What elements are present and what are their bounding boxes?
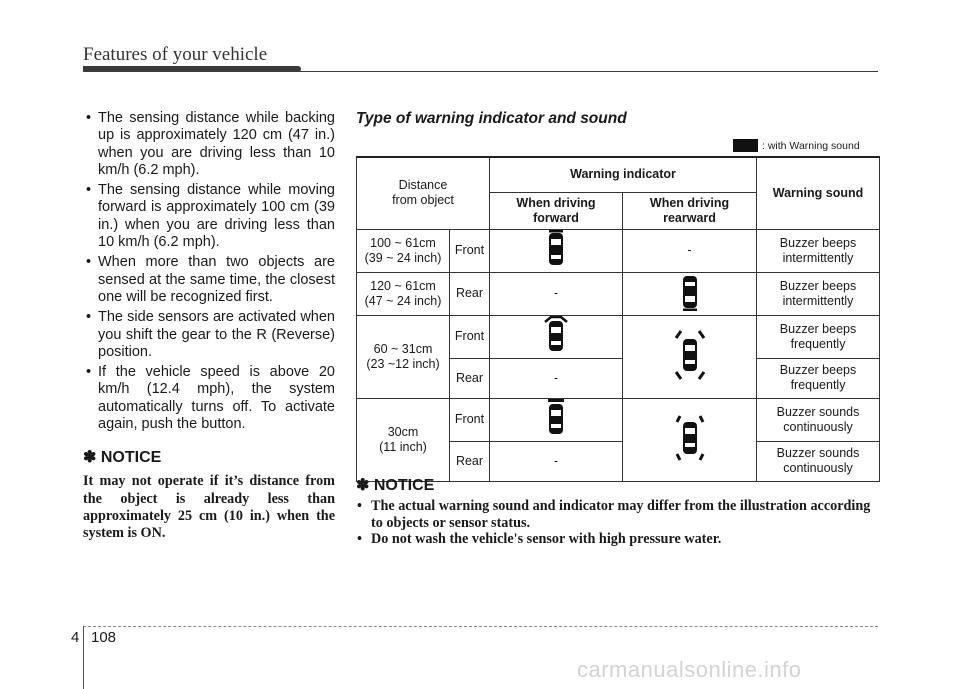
distance-cell: 60 ~ 31cm (23 ~12 inch) <box>357 315 450 398</box>
sensing-bullets <box>83 110 335 433</box>
car-front-indicator-icon <box>544 230 568 268</box>
legend-label: : with Warning sound <box>762 139 860 152</box>
forward-indicator-cell <box>490 398 623 441</box>
header-forward: When driving forward <box>490 192 623 229</box>
car-all-corners-indicator-icon <box>674 329 706 381</box>
bullet-item: • The sensing distance while backing up is approximately 120 cm (47 in.) when you are driving less than 10 km/h (6.2 mph). <box>83 110 335 179</box>
notice-list <box>356 498 879 548</box>
notice-heading: ✽ NOTICE <box>356 477 435 494</box>
page-number: 108 <box>91 629 117 646</box>
sound-cell: Buzzer beeps intermittently <box>757 229 880 272</box>
bullet-item: • The sensing distance while moving forward is approximately 100 cm (39 in.) when you are driving less than 10 km/h (6.2 mph). <box>83 182 335 251</box>
position-cell: Rear <box>450 272 490 315</box>
header-rearward: When driving rearward <box>623 192 757 229</box>
car-close-corners-indicator-icon <box>674 412 706 464</box>
forward-indicator-cell: - <box>490 358 623 398</box>
notice-heading: ✽ NOTICE <box>83 449 162 467</box>
sound-cell: Buzzer beeps frequently <box>757 315 880 358</box>
header-rule <box>83 71 878 72</box>
notice-text: It may not operate if it’s distance from the object is already less than approximately 25 cm (10 in.) when the system is ON. <box>83 473 335 542</box>
car-front-corner-indicator-icon <box>542 316 570 354</box>
distance-cell: 30cm (11 inch) <box>357 398 450 481</box>
page-header-title: Features of your vehicle <box>83 44 268 65</box>
section-title: Type of warning indicator and sound <box>356 110 627 127</box>
distance-cell: 100 ~ 61cm (39 ~ 24 inch) <box>357 229 450 272</box>
sound-cell: Buzzer beeps intermittently <box>757 272 880 315</box>
bullet-item: • The side sensors are activated when you shift the gear to the R (Reverse) position. <box>83 309 335 361</box>
position-cell: Rear <box>450 358 490 398</box>
car-front-close-indicator-icon <box>544 399 568 437</box>
footer-divider <box>83 626 84 689</box>
section-number: 4 <box>71 629 80 646</box>
forward-indicator-cell: - <box>490 441 623 481</box>
footer-rule <box>83 626 878 627</box>
warning-sound-swatch <box>733 139 758 152</box>
forward-indicator-cell <box>490 315 623 358</box>
warning-table <box>356 156 880 482</box>
forward-indicator-cell <box>490 229 623 272</box>
position-cell: Front <box>450 398 490 441</box>
sound-cell: Buzzer beeps frequently <box>757 358 880 398</box>
car-rear-indicator-icon <box>678 273 702 311</box>
sound-cell: Buzzer sounds continuously <box>757 398 880 441</box>
position-cell: Front <box>450 315 490 358</box>
rearward-indicator-cell <box>623 315 757 398</box>
position-cell: Rear <box>450 441 490 481</box>
header-distance: Distance from object <box>357 157 490 229</box>
right-notice <box>356 475 879 548</box>
watermark: carmanualsonline.info <box>577 657 802 682</box>
header-warning-sound: Warning sound <box>757 157 880 229</box>
position-cell: Front <box>450 229 490 272</box>
bullet-item: • If the vehicle speed is above 20 km/h (12.4 mph), the system automatically turns off. To activate again, push the button. <box>83 364 335 433</box>
rearward-indicator-cell <box>623 398 757 481</box>
left-column <box>83 110 335 543</box>
header-warning-indicator: Warning indicator <box>490 157 757 192</box>
notice-item: • Do not wash the vehicle's sensor with high pressure water. <box>356 531 879 548</box>
sound-cell: Buzzer sounds continuously <box>757 441 880 481</box>
rearward-indicator-cell: - <box>623 229 757 272</box>
forward-indicator-cell: - <box>490 272 623 315</box>
legend <box>733 139 860 152</box>
notice-item: • The actual warning sound and indicator may differ from the illustration according to objects or sensor status. <box>356 498 879 531</box>
bullet-item: • When more than two objects are sensed at the same time, the closest one will be recognized first. <box>83 254 335 306</box>
distance-cell: 120 ~ 61cm (47 ~ 24 inch) <box>357 272 450 315</box>
rearward-indicator-cell <box>623 272 757 315</box>
